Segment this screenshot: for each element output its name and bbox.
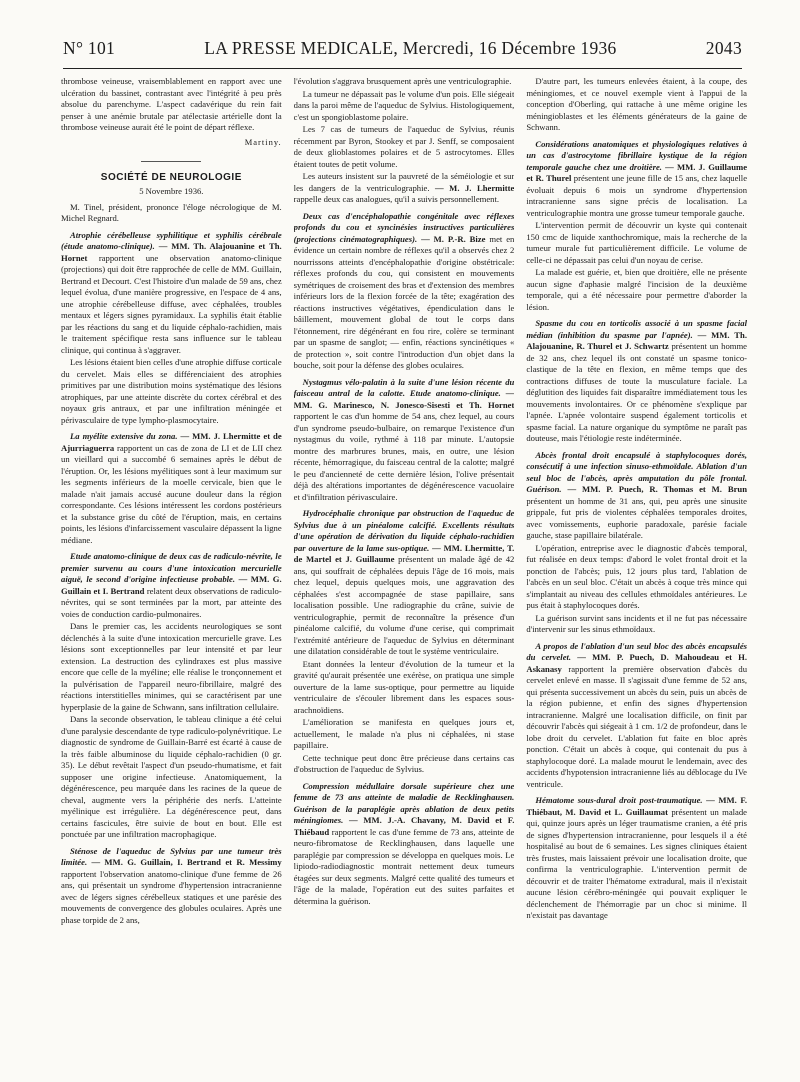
article-title: Abcès frontal droit encapsulé à staphylocoques dorés, consécutif à une infection sinuso-ethmoïdale. Ablation d'un seul bloc de l'abcès, après amputation du pôle frontal. Guérison. [526,449,748,494]
issue-number: N° 101 [63,38,116,58]
article-title: Etude anatomo-clinique de deux cas de radiculo-névrite, le premier survenu au cours d'une intoxication mercurielle aiguë, le second d'origine infectieuse probable. [61,551,282,584]
paragraph: Les lésions étaient bien celles d'une atrophie diffuse corticale du cervelet. Mais elles se différenciaient des atrophies primitives par une distribution moins systématique des lésions atrophiques, par une atteinte discrète du cortex cérébral et des noyaux gris antraux, et par une infiltration méningée et périvasculaire de type lympho-plasmocytaire. [61,357,282,425]
article-body: présentent une jeune fille de 15 ans, chez laquelle évoluait depuis 6 mois un syndrome d'hypertension intracranienne sans signe précis de localisation. La ventriculographie montra une grosse tumeur temporale gauche. [526,173,748,218]
page-header [63,38,742,69]
article-authors: — MM. F. Thiébaut, M. David et L. Guillaumat [526,795,748,817]
article-authors: — MM. J. Guillaume et R. Thurel [526,161,748,183]
article-entry [526,450,747,542]
article-body: présentent un malade âgé de 42 ans, qui souffrait de céphalées depuis l'âge de 16 mois, mais chez lequel, depuis quelques mois, une aggravation des céphalées s'est accompagnée de stase papillaire, sans localisation possible. Une radiographie du crâne, suivie de ventriculographie, permit de reconnaître la présence d'un pinéalome calcifié, du volume d'une cerise, qui comprimait l'extrémité antérieure de l'aqueduc de Sylvius en déterminant une dilatation considérable de tout le système ventriculaire. [293,554,515,656]
article-body: présentent un malade qui, quinze jours après un léger traumatisme cranien, a été pris de signes d'hypertension intracranienne, pour lesquels il a été hospitalisé au bout de 6 semaines. Les signes cliniques étaient très frustes, mais laissaient prévoir une localisation droite, que confirma la ventriculographie. L'intervention permit de découvrir et de traiter l'hématome extradural, mais il n'existait aucune lésion cérébro-méningée qui pouvait expliquer le déclenchement de l'hémorragie par un choc si minime. Il n'existait pas davantage [526,806,748,920]
article-entry [61,431,282,546]
page-number: 2043 [705,38,742,58]
article-authors: — MM. P. Puech, D. Mahoudeau et H. Askanasy [526,652,748,674]
article-entry [526,795,747,922]
article-entry [294,508,515,658]
article-title: Nystagmus vélo-palatin à la suite d'une lésion récente du faisceau antral de la calotte. Etude anatomo-clinique. [293,376,515,398]
article-authors: — MM. J. Lhermitte et de Ajurriaguerra [61,431,282,453]
article-title: Hydrocéphalie chronique par obstruction de l'aqueduc de Sylvius due à un pinéalome calcifié. Excellents résultats d'une opération de dérivation du liquide céphalo-rachidien par ouverture de la lame sus-optique. [293,508,515,553]
section-date: 5 Novembre 1936. [139,185,204,196]
section-title: SOCIÉTÉ DE NEUROLOGIE [100,171,242,183]
article-authors: — M. P.-R. Bize [421,233,486,244]
article-title: La myélite extensive du zona. [70,431,178,441]
article-body: rapportent le cas d'une femme de 73 ans, atteinte de neuro-fibromatose de Recklinghausen, dans laquelle une paraplégie par compression se développa en quelques mois. Le lipiodo-radiodiagnostic montrait nettement deux tumeurs étagées sur deux segments. Malgré cette qualité des tumeurs et l'âge de la malade, l'opération eut des suites parfaites et détermina la guérison. [293,826,515,906]
column-1 [61,76,282,1076]
paragraph: D'autre part, les tumeurs enlevées étaient, à la coupe, des méningiomes, et ce nouvel exemple vient à l'appui de la conception d'Oberling, qui rattache à une même origine les méningioblastes et les éléments générateurs de la gaine de Schwann. [526,76,748,132]
article-authors: — MM. G. Guillain, I. Bertrand et R. Messimy [91,857,282,867]
paragraph: La malade est guérie, et, bien que droitière, elle ne présente aucun signe d'aphasie malgré l'incision de la deuxième temporale, qui a été nécessaire pour permettre d'aborder la lésion. [526,267,748,312]
article-body: rapportent l'observation anatomo-clinique d'une femme de 26 ans, qui présentait un syndrome d'hypertension intracranienne avec de légers signes cérébelleux statiques et une parésie des mouvements de convergence des globules oculaires. Après une phase torpide de 2 ans, [61,868,282,925]
paragraph: Etant données la lenteur d'évolution de la tumeur et la gravité qu'aurait présentée une exérèse, on pratiqua une simple ouverture de la lame sus-optique, pour permettre au liquide ventriculaire de s'écouler librement dans les espaces sous-arachnoïdiens. [293,658,515,715]
paragraph: l'évolution s'aggrava brusquement après une ventriculographie. [293,76,512,86]
article-authors: — MM. G. Marinesco, N. Jonesco-Sisesti et Th. Hornet [293,388,515,410]
article-authors: — MM. Lhermitte, T. de Martel et J. Guillaume [293,542,515,564]
signature: Martiny. [244,136,282,147]
paragraph: Dans la seconde observation, le tableau clinique a été celui d'une paralysie descendante de type radiculo-polynévritique. Le diagnostic de syndrome de Guillain-Barré est écarté à cause de la très faible albuminose du liquide céphalo-rachidien (0 gr. 35). Le début revêtait l'aspect d'un pseudo-rhumatisme, et fait supposer une origine infectieuse. Anatomiquement, la dégénérescence, peu marquée dans les racines de la queue de cheval, augmente vers la périphérie des nerfs. L'atteinte myélinique est irrégulière. La dégénérescence peut, dans certains fascicules, être suivie de bout en bout. Elle est ponctuée par une infiltration macrophagique. [61,714,282,839]
paragraph: L'amélioration se manifesta en quelques jours et, actuellement, le malade n'a plus ni céphalées, ni stase papillaire. [293,717,515,750]
article-entry [526,641,747,791]
article-authors: — MM. Th. Alajouanine et Th. Hornet [61,241,282,263]
journal-title: LA PRESSE MEDICALE, Mercredi, 16 Décembre 1936 [204,38,617,58]
paragraph: L'opération, entreprise avec le diagnostic d'abcès temporal, fut réalisée en deux temps: d'abord le volet frontal droit et la ponction de l'abcès; puis, 12 jours plus tard, l'ablation de l'abcès en un seul bloc. C'était un abcès à coque très mince qui s'implantait au niveau des cellules ethmoïdales antérieures. Le pus était à staphylocoques dorés. [526,542,748,610]
paragraph: L'intervention permit de découvrir un kyste qui contenait 150 cmc de liquide xanthochromique, mais la recherche de la tumeur murale fut particulièrement difficile. Le volume de celle-ci ne dépassait pas celui d'un noyau de cerise. [526,220,748,265]
paragraph: Dans le premier cas, les accidents neurologiques se sont déclenchés à la suite d'une intoxication mercurielle grave. Les lésions sont exceptionnelles par leur intensité et par leur extension. La destruction des cylindraxes est plus massive encore que celle de la myéline; elle réalise le tronçonnement et la pulvérisation de l'appareil neuro-fibrillaire, malgré des réactions interstitielles minimes, qui se caractérisent par une hyperplasie de la gaine de Schwann, sans infiltration cellulaire. [61,621,282,712]
article-body: Les auteurs insistent sur la pauvreté de la séméiologie et sur les dangers de la ventriculographie. [293,171,515,193]
article-title: Hématome sous-dural droit post-traumatique. [535,795,703,805]
article-body: relatent deux observations de radiculo-névrites, qui se sont terminées par la mort, par atteinte des voies de conduction cardio-pulmonaires. [61,585,282,619]
article-body: présentent un homme de 32 ans, chez lequel ils ont constaté un spasme tonico-clastique de la tête en flexion, en même temps que des contractions diffuses de toute la musculature faciale. La déglutition des liquides fait disparaître immédiatement tous les mouvements involontaires. Or ce phénomène s'explique par l'apnée. L'apnée volontaire suspend également torticolis et spasme facial. La nature organique du symptôme ne paraît pas douteuse, mais l'étiologie reste indéterminée. [526,341,748,443]
article-authors: — MM. G. Guillain et I. Bertrand [61,574,282,596]
article-authors: — MM. Th. Alajouanine, R. Thurel et J. Schwartz [526,329,748,351]
article-body: rapportent une observation anatomo-clinique (projections) qui doit être rapprochée de celle de MM. Guillain, Bertrand et Decourt. C'est l'histoire d'un malade de 59 ans, chez lequel évolua, d'une manière progressive, en l'espace de 4 ans, une atrophie cérébelleuse diffuse, avec céphalées, troubles mentaux et légers signes pyramidaux. La syphilis était établie par les réactions du sang et du liquide céphalo-rachidien, mais le traitement spécifique resta sans influence sur le tableau clinique, qui continua à s'aggraver. [61,252,282,355]
article-title: A propos de l'ablation d'un seul bloc des abcès encapsulés du cervelet. [526,640,748,662]
article-body: met en évidence un certain nombre de réflexes qu'il a observés chez 2 nourrissons atteints d'encéphalopathie d'origine obstétricale: réflexes profonds du cou, qui consistent en mouvements symétriques de croisement des bras et d'extension des membres inférieurs lors de la flexion forcée de la tête; exagération des réactions instructives végétatives, épendiculation dans le bâillement, mouvement global de tout le corps dans l'étonnement, rire dégénérant en fou rire, colère se terminant par un spasme de sanglot; — enfin, réactions syncinétiques « de protection », soit contre l'introduction d'un objet dans la bouche, soit pour la défense des globes oculaires. [293,233,515,370]
article-entry [526,318,747,445]
paragraph: La guérison survint sans incidents et il ne fut pas nécessaire d'intervenir sur les sinus ethmoïdaux. [526,612,748,634]
column-2 [294,76,515,1076]
column-3 [526,76,747,1076]
article-entry [294,781,515,908]
article-entry [526,139,747,220]
article-title: Compression médullaire dorsale supérieure chez une femme de 73 ans atteinte de maladie de Recklinghausen. Guérison de la paraplégie après ablation de deux petits méningiomes. [293,780,515,825]
article-entry [61,551,282,620]
article-body: rapportent la première observation d'abcès du cervelet enlevé en masse. Il s'agissait d'une femme de 52 ans, qui présenta successivement un abcès du sein, puis un abcès de la région pubienne, et enfin des signes d'hypertension intracranienne. Malgré une localisation difficile, on finit par découvrir l'abcès qui siégeait à 1 cm. 1/2 de profondeur, dans le lobe droit du cervelet. L'ablation fut faite en bloc après ponction. C'était un abcès à coque, qui contenait du pus à staphylocoque doré. La malade mourut le lendemain, avec des accidents d'hypotension intracranienne liés au déblocage du IVe ventricule. [526,663,748,789]
article-body: rapportent le cas d'un homme de 54 ans, chez lequel, au cours d'un syndrome pseudo-bulbaire, on remarque l'existence d'un nystagmus du voile, rythmé à 118 par minute. L'autopsie montre des marbrures brunes, mais, en outre, une lésion récente, hémorragique, du faisceau central de la calotte; malgré le peu d'ancienneté de cette dernière lésion, l'olive présentait déjà des altérations importantes de dégénérescence vacuolaire et d'infiltration périvasculaire. [293,411,515,502]
article-entry [294,377,515,504]
article-authors: — MM. J.-A. Chavany, M. David et F. Thiébaud [293,815,515,837]
article-title: Considérations anatomiques et physiologiques relatives à un cas d'astrocytome fibrillaire kystique de la région temporale gauche chez une droitière. [526,138,748,172]
article-entry [61,230,282,357]
paragraph: Cette technique peut donc être précieuse dans certains cas d'obstruction de l'aqueduc de Sylvius. [293,752,515,774]
article-title: Deux cas d'encéphalopathie congénitale avec réflexes profonds du cou et syncinésies instructives particulières (projections cinématographiques). [293,210,515,244]
article-body: rappelle deux cas analogues, qu'il a suivis personnellement. [293,194,500,204]
article-entry [61,846,282,927]
article-authors: — M. J. Lhermitte [435,182,515,193]
article-title: Spasme du cou en torticolis associé à un spasme facial médian (inhibition du spasme par l'apnée). [526,318,748,340]
article-columns [61,76,747,1076]
article-title: Sténose de l'aqueduc de Sylvius par une tumeur très limitée. [61,845,282,867]
article-authors: — MM. P. Puech, R. Thomas et M. Brun [567,484,748,494]
article-body: présentent un homme de 31 ans, qui, peu après une sinusite grippale, fut pris de violentes céphalées temporales droites, avec vomissements, euphorie paradoxale, parésie faciale gauche, stase papillaire bilatérale. [526,495,748,540]
article-title: Atrophie cérébelleuse syphilitique et syphilis cérébrale (étude anatomo-clinique). [61,229,282,251]
paragraph: La tumeur ne dépassait pas le volume d'un pois. Elle siégeait dans la paroi même de l'aqueduc de Sylvius. Histologiquement, c'est un spongioblastome polaire. [293,88,515,122]
paragraph: M. Tinel, président, prononce l'éloge nécrologique de M. Michel Regnard. [61,201,282,223]
article-entry [294,211,515,372]
article-entry [294,171,515,206]
article-body: rapportent un cas de zona de LI et de LII chez un vieillard qui a succombé 6 semaines après le début de l'éruption. Or, les lésions myélitiques sont à leur maximum sur les segments inférieurs de la moelle cervicale, bien que le malade n'ait jamais accusé aucune douleur dans la région correspondante. Ces lésions intéressent les cordons postérieurs et la substance grise du côté de l'éruption, mais, en certains points, les lésions d'infarcissement vasculaire dépassent la ligne médiane. [61,442,282,545]
section-divider [141,161,201,162]
paragraph: Les 7 cas de tumeurs de l'aqueduc de Sylvius, réunis récemment par Byron, Stookey et par J. Senff, se composaient de deux glioblastomes polaires et de 5 astrocytomes. Elles étaient toutes de petit volume. [293,124,515,169]
paragraph: thrombose veineuse, vraisemblablement en rapport avec une ulcération du bassinet, contrastant avec l'intégrité à peu près absolue du parenchyme. L'aspect cadavérique du rein fait penser à une anémie brutale par atélectasie artérielle dont la thrombose veineuse aurait été le point de départ réflexe. [61,76,282,132]
